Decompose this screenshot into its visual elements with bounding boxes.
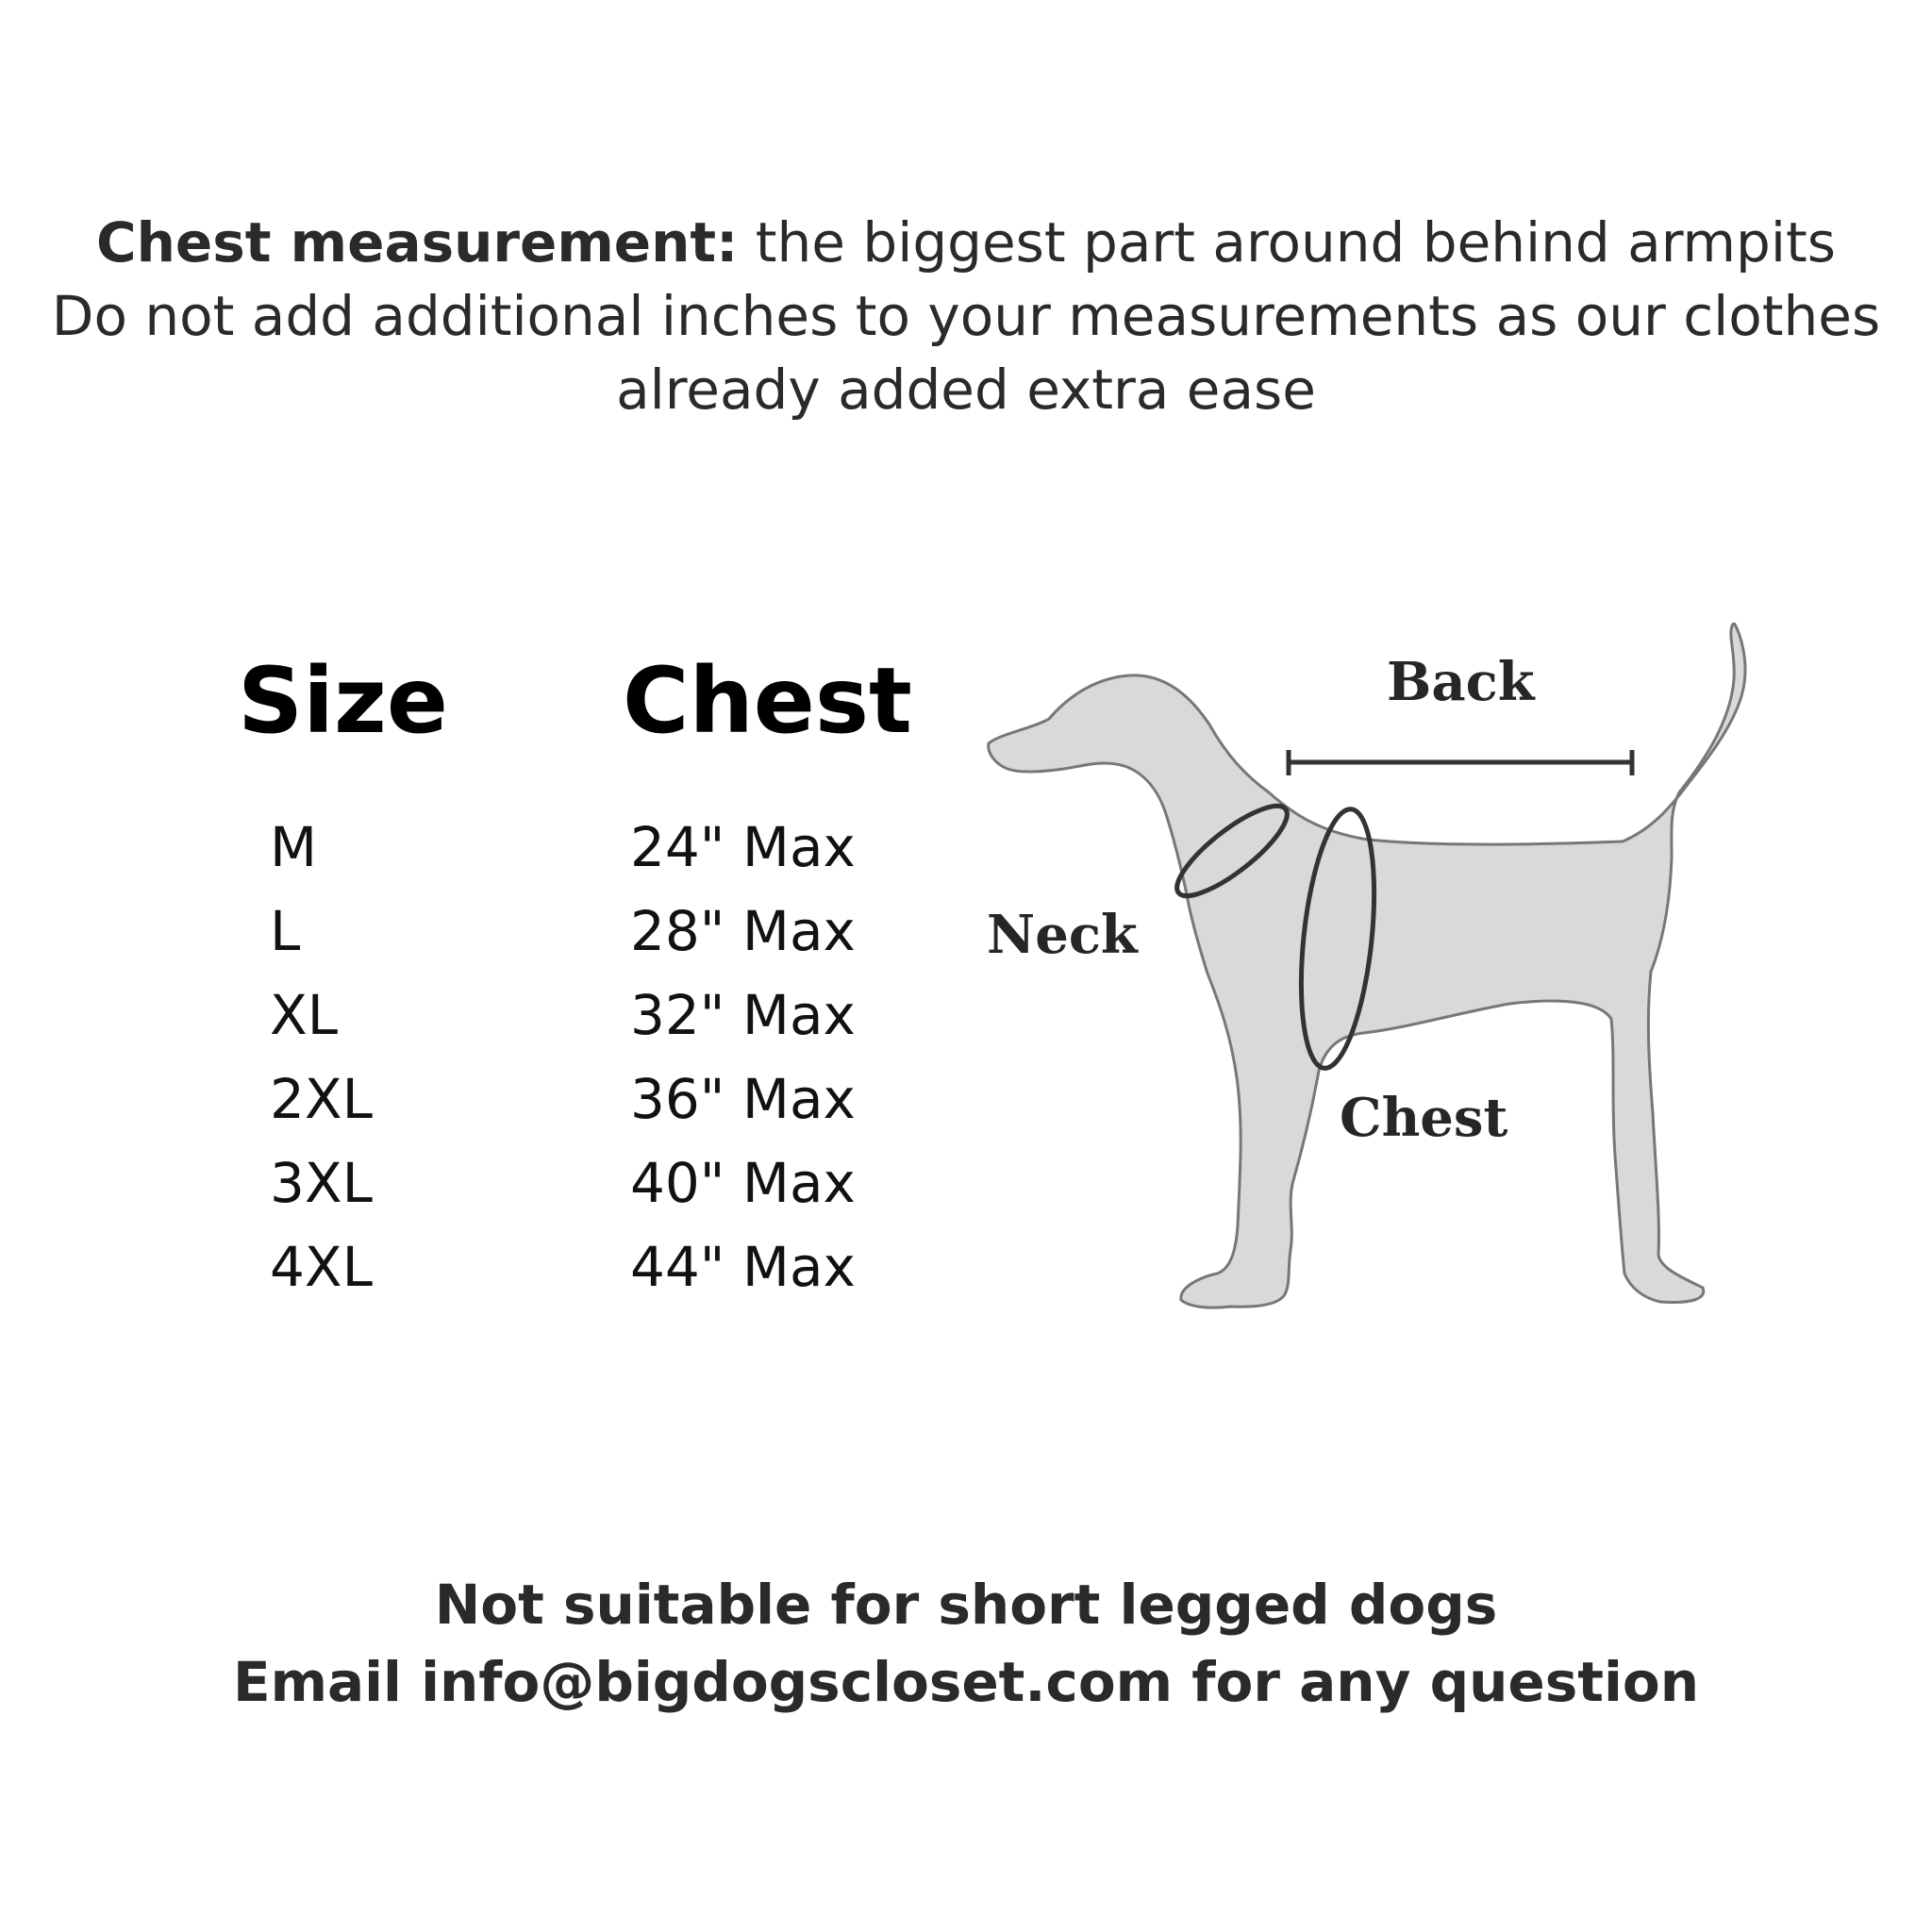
size-cell: M: [270, 815, 318, 879]
chest-column-header: Chest: [623, 648, 912, 754]
chest-cell: 36" Max: [630, 1067, 856, 1131]
intro-bold-lead: Chest measurement:: [96, 210, 739, 275]
size-cell: XL: [270, 983, 339, 1047]
size-cell: 4XL: [270, 1235, 373, 1299]
chest-label: Chest: [1340, 1087, 1508, 1149]
intro-line-1: [0, 206, 1932, 279]
size-column: [270, 806, 373, 1309]
intro-line-2: Do not add additional inches to your measurements as our clothes: [51, 284, 1881, 348]
dog-measurement-diagram: [972, 623, 1802, 1340]
chest-column: [630, 806, 856, 1309]
back-label: Back: [1387, 651, 1535, 713]
footer-line-2: Email info@bigdogscloset.com for any question: [232, 1650, 1700, 1714]
size-cell: 2XL: [270, 1067, 373, 1131]
chest-cell: 44" Max: [630, 1235, 856, 1299]
chest-cell: 28" Max: [630, 899, 856, 963]
intro-text: [0, 206, 1932, 426]
footer-note: [0, 1566, 1932, 1721]
chest-cell: 24" Max: [630, 815, 856, 879]
footer-line-1: Not suitable for short legged dogs: [434, 1573, 1498, 1637]
intro-line-3: already added extra ease: [616, 358, 1316, 422]
neck-label: Neck: [987, 904, 1138, 966]
chest-cell: 32" Max: [630, 983, 856, 1047]
chest-cell: 40" Max: [630, 1151, 856, 1215]
size-cell: 3XL: [270, 1151, 373, 1215]
size-column-header: Size: [238, 648, 449, 754]
intro-line-1-rest: the biggest part around behind armpits: [738, 210, 1836, 275]
size-cell: L: [270, 899, 301, 963]
